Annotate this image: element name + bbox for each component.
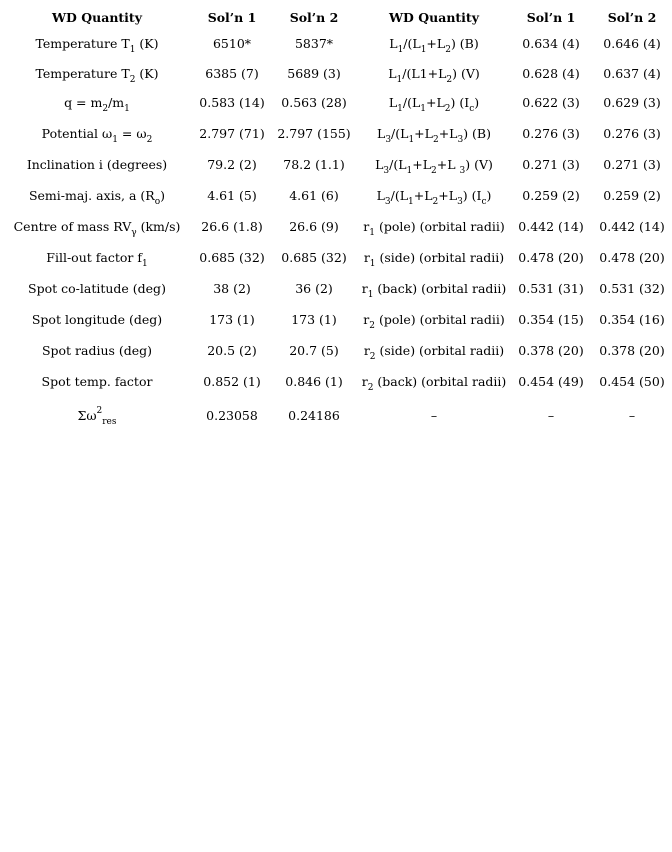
wd-solutions-table	[0, 6, 672, 433]
sol1-value-right: 0.378 (20)	[518, 343, 584, 358]
table-row	[0, 273, 672, 304]
sol2-value-right: 0.629 (3)	[603, 95, 661, 110]
sol1-value-right: 0.442 (14)	[518, 219, 584, 234]
quantity-label-left: Inclination i (degrees)	[26, 157, 168, 172]
sol2-value-right: 0.271 (3)	[603, 157, 661, 172]
quantity-label-right: –	[430, 407, 438, 423]
quantity-label-left: $q = m_2/m_1$	[64, 95, 130, 114]
sol2-value-right: 0.276 (3)	[603, 126, 661, 141]
quantity-label-left: Spot radius (deg)	[41, 343, 153, 358]
sol2-value-left: 0.685 (32)	[281, 250, 347, 265]
table-row	[0, 180, 672, 211]
quantity-label-right: $r_1$ (back) (orbital radii)	[361, 281, 507, 300]
quantity-label-right: $r_2$ (side) (orbital radii)	[363, 343, 505, 362]
quantity-label-right: $L_3/(L_1+L_2+L$ $_3$) (V)	[375, 157, 493, 176]
table-row	[0, 366, 672, 397]
sol1-value-right: 0.259 (2)	[522, 188, 580, 203]
sol1-value-left: 38 (2)	[213, 281, 251, 296]
header-wd-quantity-right: WD Quantity	[389, 9, 479, 25]
sol1-value-left: 6385 (7)	[205, 65, 259, 81]
quantity-label-right: $L_1/(L_1+L_2)$ $(I_c)$	[388, 95, 480, 114]
sol2-value-right: 0.454 (50)	[599, 374, 665, 389]
quantity-label-left: Temperature $T_2$ (K)	[35, 65, 159, 85]
quantity-label-left: Potential $\omega_1 = \omega_2$	[41, 126, 153, 145]
sol2-value-left: 4.61 (6)	[289, 188, 339, 203]
table-body	[0, 28, 672, 433]
header-sol1-left: Sol’n 1	[207, 9, 257, 25]
header-wd-quantity-left: WD Quantity	[52, 9, 142, 25]
header-row	[0, 6, 672, 28]
sol2-value-right: 0.637 (4)	[603, 65, 661, 81]
table-row	[0, 28, 672, 59]
header-sol1-right: Sol’n 1	[526, 9, 576, 25]
sol1-value-left: 0.583 (14)	[199, 95, 265, 110]
sol2-value-right: 0.259 (2)	[603, 188, 661, 203]
quantity-label-left: Spot co-latitude (deg)	[28, 281, 166, 296]
sol2-value-right: 0.442 (14)	[599, 219, 665, 234]
sol2-value-left: 20.7 (5)	[289, 343, 339, 358]
sol2-value-right: –	[628, 407, 636, 423]
sol1-value-right: –	[547, 407, 555, 423]
table-row	[0, 304, 672, 335]
table-row	[0, 335, 672, 366]
table-row	[0, 87, 672, 118]
quantity-label-right: $r_2$ (pole) (orbital radii)	[363, 312, 505, 331]
sol2-value-right: 0.478 (20)	[599, 250, 665, 265]
sol1-value-left: 20.5 (2)	[207, 343, 257, 358]
sol1-value-right: 0.634 (4)	[522, 36, 580, 51]
sol2-value-left: 0.846 (1)	[285, 374, 343, 389]
table-row	[0, 242, 672, 273]
sol2-value-left: 0.24186	[288, 407, 340, 423]
quantity-label-left: Spot longitude (deg)	[31, 312, 163, 327]
quantity-label-left: Semi-maj. axis, a $(R_o)$	[28, 188, 166, 207]
sol2-value-left: 5837*	[294, 36, 334, 51]
quantity-label-left: $\Sigma\omega^2_{res}$	[77, 405, 117, 427]
sol1-value-left: 6510*	[212, 36, 252, 51]
sol1-value-left: 0.23058	[206, 407, 258, 423]
sol1-value-left: 79.2 (2)	[207, 157, 257, 172]
quantity-label-right: $L_1/(L_1+L_2)$ (B)	[389, 36, 479, 55]
sol1-value-right: 0.622 (3)	[522, 95, 580, 110]
sol1-value-right: 0.354 (15)	[518, 312, 584, 327]
sol2-value-right: 0.646 (4)	[603, 36, 661, 51]
sol1-value-right: 0.271 (3)	[522, 157, 580, 172]
table-row	[0, 397, 672, 433]
sol2-value-right: 0.354 (16)	[599, 312, 665, 327]
table-row	[0, 118, 672, 149]
table-row	[0, 211, 672, 242]
sol1-value-right: 0.276 (3)	[522, 126, 580, 141]
sol1-value-right: 0.531 (31)	[518, 281, 584, 296]
sol1-value-right: 0.478 (20)	[518, 250, 584, 265]
sol1-value-left: 26.6 (1.8)	[201, 219, 263, 234]
table-row	[0, 59, 672, 87]
quantity-label-right: $r_1$ (side) (orbital radii)	[363, 250, 505, 269]
sol2-value-left: 2.797 (155)	[277, 126, 351, 141]
quantity-label-left: Spot temp. factor	[41, 374, 153, 389]
table-row	[0, 149, 672, 180]
quantity-label-right: $L_3/(L_1+L_2+L_3)$ (B)	[377, 126, 491, 145]
header-sol2-left: Sol’n 2	[289, 9, 339, 25]
sol2-value-left: 26.6 (9)	[289, 219, 339, 234]
quantity-label-right: $r_1$ (pole) (orbital radii)	[363, 219, 505, 238]
sol1-value-left: 4.61 (5)	[207, 188, 257, 203]
quantity-label-left: Fill-out factor $f_1$	[46, 250, 148, 269]
sol2-value-left: 0.563 (28)	[281, 95, 347, 110]
sol1-value-right: 0.454 (49)	[518, 374, 584, 389]
sol2-value-left: 5689 (3)	[287, 65, 341, 81]
sol1-value-left: 173 (1)	[209, 312, 255, 327]
quantity-label-left: Temperature $T_1$ (K)	[35, 36, 159, 55]
quantity-label-right: $L_1/(L1+L_2)$ (V)	[388, 65, 480, 85]
quantity-label-right: $r_2$ (back) (orbital radii)	[361, 374, 507, 393]
sol1-value-left: 0.685 (32)	[199, 250, 265, 265]
quantity-label-right: $L_3/(L_1+L_2+L_3)$ $(I_c)$	[376, 188, 492, 207]
sol1-value-left: 2.797 (71)	[199, 126, 265, 141]
quantity-label-left: Centre of mass $RV_\gamma$ (km/s)	[13, 219, 181, 238]
header-sol2-right: Sol’n 2	[607, 9, 657, 25]
sol2-value-right: 0.531 (32)	[599, 281, 665, 296]
sol2-value-left: 173 (1)	[291, 312, 337, 327]
sol2-value-left: 78.2 (1.1)	[283, 157, 345, 172]
sol1-value-right: 0.628 (4)	[522, 65, 580, 81]
sol1-value-left: 0.852 (1)	[203, 374, 261, 389]
sol2-value-right: 0.378 (20)	[599, 343, 665, 358]
sol2-value-left: 36 (2)	[295, 281, 333, 296]
